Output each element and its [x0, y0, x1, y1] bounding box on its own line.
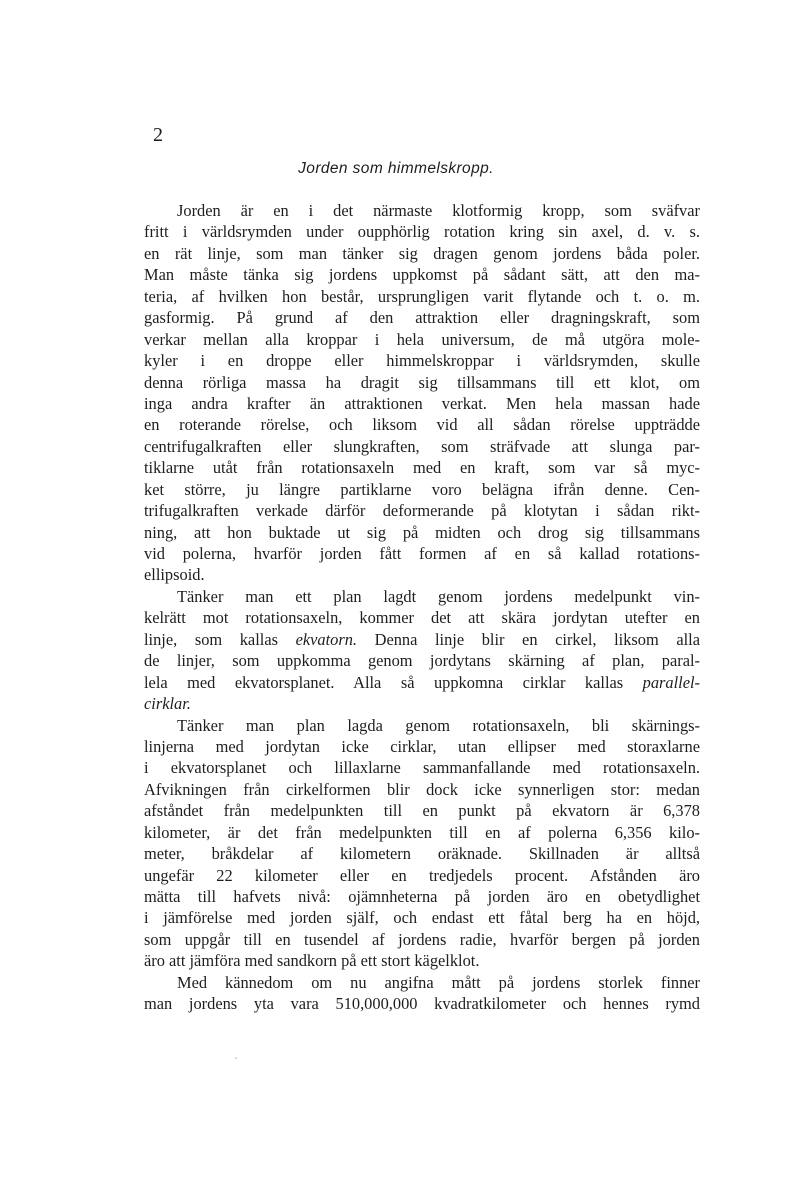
text-segment: lela med ekvatorsplanet. Alla så uppkomna cirklar kallas [144, 672, 643, 692]
text-line: gasformig. På grund af den attraktion eller dragningskraft, som [144, 308, 700, 328]
text-line: inga andra krafter än attraktionen verkat. Men hela massan hade [144, 393, 700, 413]
text-line: en rät linje, som man tänker sig dragen genom jordens båda poler. [144, 243, 700, 263]
text-segment: linje, som kallas [144, 629, 296, 649]
text-line: afståndet från medelpunkten till en punkt på ekvatorn är 6,378 [144, 801, 700, 821]
text-line: meter, bråkdelar af kilometern oräknade. Skillnaden är alltså [144, 844, 700, 864]
term-parallelcirklar: parallel- [642, 672, 700, 692]
text-line: vid polerna, hvarför jorden fått formen af en så kallad rotations- [144, 544, 700, 563]
text-line [144, 629, 700, 650]
text-line: Man måste tänka sig jordens uppkomst på sådant sätt, att den ma- [144, 265, 700, 285]
text-line: Med kännedom om nu angifna mått på jordens storlek finner [177, 972, 700, 992]
text-line [144, 672, 700, 693]
text-line: kyler i en droppe eller himmelskroppar i världsrymden, skulle [144, 351, 700, 371]
text-line: centrifugalkraften eller slungkraften, som sträfvade att slunga par- [144, 436, 700, 456]
text-line: Jorden är en i det närmaste klotformig kropp, som sväfvar [177, 201, 700, 220]
text-line: denna rörliga massa ha dragit sig tillsammans till ett klot, om [144, 372, 700, 392]
text-line: fritt i världsrymden under oupphörlig rotation kring sin axel, d. v. s. [144, 222, 700, 242]
text-line: ungefär 22 kilometer eller en tredjedels procent. Afstånden äro [144, 865, 700, 885]
body-text [144, 200, 700, 1015]
text-line: i ekvatorsplanet och lillaxlarne sammanfallande med rotationsaxeln. [144, 758, 700, 778]
text-line: Afvikningen från cirkelformen blir dock icke synnerligen stor: medan [144, 779, 700, 799]
text-line: ning, att hon buktade ut sig på midten och drog sig tillsammans [144, 522, 700, 542]
text-line: kilometer, är det från medelpunkten till en af polerna 6,356 kilo- [144, 822, 700, 842]
text-line: trifugalkraften verkade därför deformerande på klotytan i sådan rikt- [144, 501, 700, 521]
text-line: kelrätt mot rotationsaxeln, kommer det att skära jordytan utefter en [144, 608, 700, 628]
text-line: äro att jämföra med sandkorn på ett stort kägelklot. [144, 951, 480, 971]
paper-speck [235, 1057, 237, 1059]
text-line: teria, af hvilken hon består, ursprungligen varit flytande och t. o. m. [144, 286, 700, 306]
text-line: ket större, ju längre partiklarne voro belägna ifrån denne. Cen- [144, 479, 700, 499]
text-line: en roterande rörelse, och liksom vid all sådan rörelse uppträdde [144, 415, 700, 435]
text-line: i jämförelse med jorden själf, och endast ett fåtal berg ha en höjd, [144, 908, 700, 928]
text-line: Tänker man plan lagda genom rotationsaxeln, bli skärnings- [177, 715, 700, 735]
text-line: som uppgår till en tusendel af jordens radie, hvarför bergen på jorden [144, 929, 700, 949]
text-line: de linjer, som uppkomma genom jordytans skärning af plan, paral- [144, 651, 700, 671]
text-line: ellipsoid. [144, 565, 205, 585]
text-line: man jordens yta vara 510,000,000 kvadratkilometer och hennes rymd [144, 994, 700, 1014]
text-line: mätta till hafvets nivå: ojämnheterna på jorden äro en obetydlighet [144, 887, 700, 906]
text-line: Tänker man ett plan lagdt genom jordens medelpunkt vin- [177, 586, 700, 606]
text-segment: Denna linje blir en cirkel, liksom alla [357, 629, 700, 649]
text-line: cirklar. [144, 694, 191, 714]
text-line: linjerna med jordytan icke cirklar, utan ellipser med storaxlarne [144, 736, 700, 756]
chapter-heading: Jorden som himmelskropp. [298, 160, 494, 177]
term-ekvatorn: ekvatorn. [295, 629, 358, 649]
text-line: tiklarne utåt från rotationsaxeln med en kraft, som var så myc- [144, 458, 700, 478]
page-number: 2 [153, 124, 163, 146]
text-line: verkar mellan alla kroppar i hela universum, de må utgöra mole- [144, 329, 700, 349]
